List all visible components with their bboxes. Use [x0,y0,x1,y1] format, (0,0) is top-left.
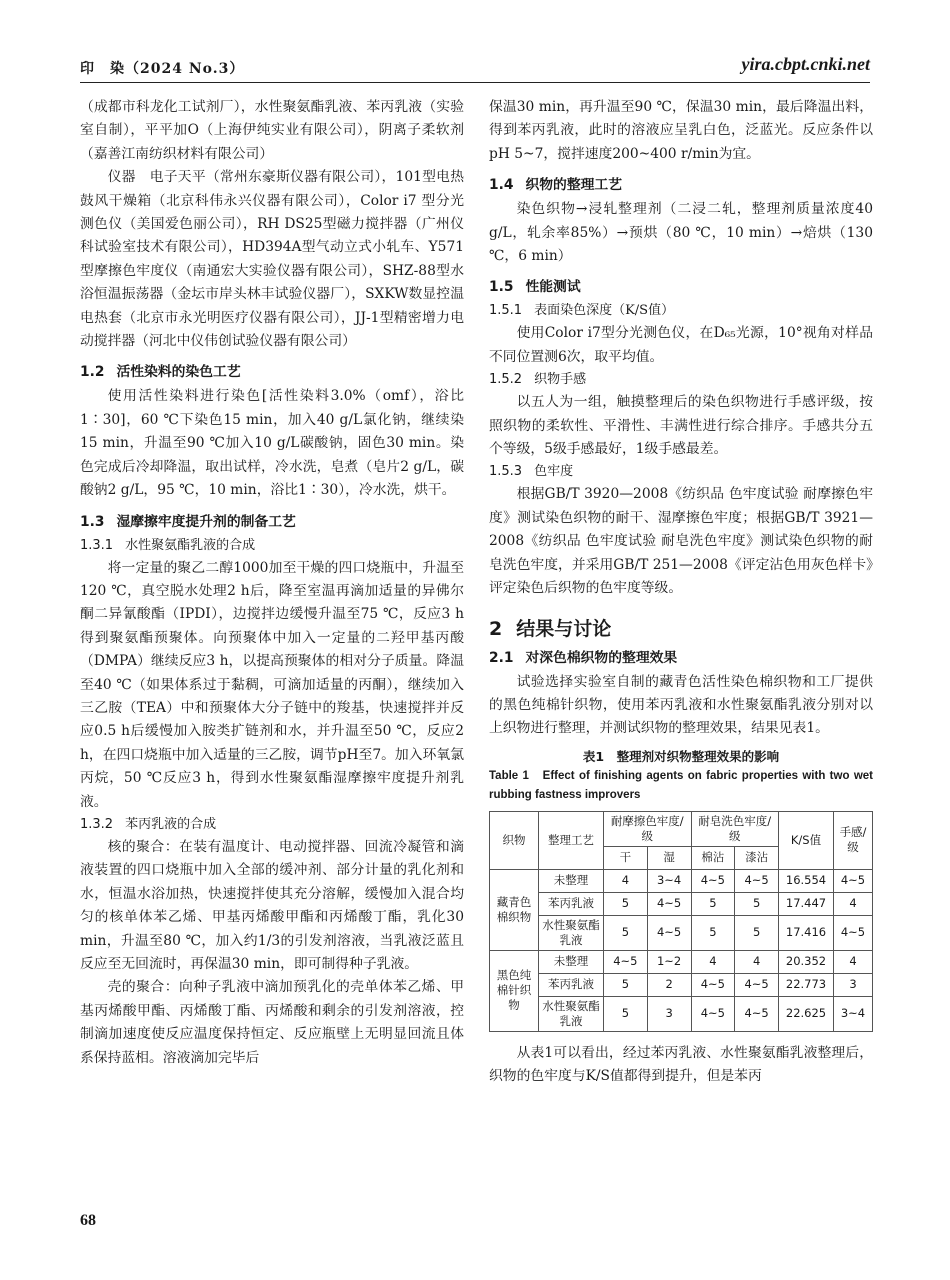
process-cell: 苯丙乳液 [539,892,604,915]
value-cell: 5 [604,973,648,996]
th-cotton: 棉沾 [691,846,735,869]
value-cell: 4~5 [691,869,735,892]
journal-header: 印 染（2024 No.3） [80,61,245,77]
process-cell: 未整理 [539,950,604,973]
paragraph: 根据GB/T 3920—2008《纺织品 色牢度试验 耐摩擦色牢度》测试染色织物的耐干、湿摩擦色牢度；根据GB/T 3921—2008《纺织品 色牢度试验 耐皂洗色牢度》测试染色织物的耐皂洗色牢度，并采用GB/T 251—2008《评定沾色用灰色样卡》评定染色后织物的色牢度等级。 [489,486,873,597]
left-column [80,96,464,1070]
subsection-heading: 1.3.2 苯丙乳液的合成 [80,816,217,832]
value-cell: 4~5 [604,950,648,973]
paragraph: 保温30 min，再升温至90 ℃，保温30 min，最后降温出料，得到苯丙乳液，此时的溶液应呈乳白色，泛蓝光。反应条件以pH 5~7，搅拌速度200~400 r/min为宜。 [489,99,873,162]
value-cell: 5 [691,892,735,915]
value-cell: 5 [691,915,735,950]
value-cell: 1~2 [647,950,691,973]
value-cell: 4~5 [691,973,735,996]
paragraph: 壳的聚合：向种子乳液中滴加预乳化的壳单体苯乙烯、甲基丙烯酸甲酯、丙烯酸丁酯、丙烯酸和剩余的引发剂溶液，控制滴加速度使反应温度保持恒定、反应瓶壁上无明显回流且体系保持蓝相。溶液滴加完毕后 [80,979,464,1066]
value-cell: 4~5 [691,996,735,1031]
table-caption-cn: 表1 整理剂对织物整理效果的影响 [582,748,780,764]
section-heading: 2.1 对深色棉织物的整理效果 [489,649,678,666]
subsection-heading: 1.5.1 表面染色深度（K/S值） [489,303,675,319]
th-process: 整理工艺 [539,811,604,869]
section-heading: 1.3 湿摩擦牢度提升剂的制备工艺 [80,513,296,530]
value-cell: 3~4 [834,996,873,1031]
table-row [490,973,873,996]
journal-site[interactable]: yira.cbpt.cnki.net [741,54,870,74]
value-cell: 5 [604,915,648,950]
th-rub: 耐摩擦色牢度/级 [604,811,692,846]
value-cell: 5 [604,892,648,915]
value-cell: 22.773 [779,973,834,996]
paragraph: 以五人为一组，触摸整理后的染色织物进行手感评级，按照织物的柔软性、平滑性、丰满性进行综合排序。手感共分五个等级，5级手感最好，1级手感最差。 [489,394,873,458]
paragraph: 将一定量的聚乙二醇1000加至干燥的四口烧瓶中，升温至120 ℃，真空脱水处理2 h后，降至室温再滴加适量的异佛尔酮二异氰酸酯（IPDI），边搅拌边缓慢升温至75 ℃，反应3 h得到聚氨酯预聚体。向预聚体中加入一定量的二羟甲基丙酸（DMPA）继续反应3 h，以提高预聚体的相对分子质量。降温至40 ℃（如果体系过于黏稠，可滴加适量的丙酮），继续加入三乙胺（TEA）中和预聚体大分子链中的羧基，快速搅拌并反应0.5 h后缓慢加入胺类扩链剂和水，并升温至50 ℃，反应2 h，在四口烧瓶中加入适量的三乙胺，调节pH至7。加入环氧氯丙烷，50 ℃反应3 h，得到水性聚氨酯湿摩擦牢度提升剂乳液。 [80,559,464,810]
value-cell: 5 [735,892,779,915]
value-cell: 4~5 [834,869,873,892]
value-cell: 17.416 [779,915,834,950]
subsection-heading: 1.3.1 水性聚氨酯乳液的合成 [80,537,256,553]
value-cell: 2 [647,973,691,996]
th-dry: 干 [604,846,648,869]
value-cell: 4~5 [647,892,691,915]
subsection-heading: 1.5.2 织物手感 [489,372,587,388]
value-cell: 4~5 [647,915,691,950]
value-cell: 4 [735,950,779,973]
value-cell: 4 [834,950,873,973]
table-row [490,892,873,915]
value-cell: 4 [691,950,735,973]
fabric-cell: 黑色纯棉针织物 [490,950,539,1031]
value-cell: 3 [647,996,691,1031]
header-rule [80,82,870,83]
paragraph: （成都市科龙化工试剂厂），水性聚氨酯乳液、苯丙乳液（实验室自制），平平加O（上海伊纯实业有限公司），阴离子柔软剂（嘉善江南纺织材料有限公司） [80,99,464,162]
value-cell: 3~4 [647,869,691,892]
paragraph: 使用活性染料进行染色[活性染料3.0%（omf），浴比1∶30]，60 ℃下染色15 min，加入40 g/L氯化钠，继续染15 min，升温至90 ℃加入10 g/L碳酸钠，固色30 min。染色完成后冷却降温，取出试样，冷水洗，皂煮（皂片2 g/L，碳酸钠2 g/L，95 ℃，10 min，浴比1∶30），冷水洗，烘干。 [80,388,464,499]
paragraph: 核的聚合：在装有温度计、电动搅拌器、回流冷凝管和滴液装置的四口烧瓶中加入全部的缓冲剂、部分计量的乳化剂和水，恒温水浴加热，快速搅拌使其充分溶解，缓慢加入混合均匀的核单体苯乙烯、甲基丙烯酸甲酯和丙烯酸丁酯，乳化30 min，升温至80 ℃，加入约1/3的引发剂溶液，当乳液泛蓝且反应至无回流时，再保温30 min，即可制得种子乳液。 [80,838,464,972]
paragraph: 从表1可以看出，经过苯丙乳液、水性聚氨酯乳液整理后，织物的色牢度与K/S值都得到提升，但是苯丙 [489,1044,873,1085]
section-heading: 1.4 织物的整理工艺 [489,177,623,194]
value-cell: 20.352 [779,950,834,973]
table-row [490,915,873,950]
value-cell: 3 [834,973,873,996]
value-cell: 4~5 [735,996,779,1031]
right-column [489,96,873,1089]
fabric-cell: 藏青色棉织物 [490,869,539,950]
table-row [490,996,873,1031]
value-cell: 16.554 [779,869,834,892]
th-ks: K/S值 [779,811,834,869]
table-row [490,950,873,973]
chapter-heading: 2 结果与讨论 [489,617,612,640]
paragraph: 使用Color i7型分光测色仪，在D₆₅光源，10°视角对样品不同位置测6次，取平均值。 [489,325,873,365]
value-cell: 5 [735,915,779,950]
paragraph: 染色织物→浸轧整理剂（二浸二轧，整理剂质量浓度40 g/L，轧余率85%）→预烘（80 ℃，10 min）→焙烘（130 ℃，6 min） [489,201,873,265]
value-cell: 4 [834,892,873,915]
th-fade: 漆沾 [735,846,779,869]
th-wet: 湿 [647,846,691,869]
table-row [490,869,873,892]
process-cell: 苯丙乳液 [539,973,604,996]
table-caption-en: Table 1 Effect of finishing agents on fabric properties with two wet rubbing fastness improvers [489,769,873,801]
value-cell: 4~5 [834,915,873,950]
process-cell: 水性聚氨酯乳液 [539,915,604,950]
page-number: 68 [80,1212,96,1229]
th-wash: 耐皂洗色牢度/级 [691,811,779,846]
paragraph: 试验选择实验室自制的藏青色活性染色棉织物和工厂提供的黑色纯棉针织物，使用苯丙乳液和水性聚氨酯乳液分别对以上织物进行整理，并测试织物的整理效果，结果见表1。 [489,673,873,737]
th-hand: 手感/级 [834,811,873,869]
value-cell: 4~5 [735,973,779,996]
results-table [489,811,873,1032]
value-cell: 17.447 [779,892,834,915]
section-heading: 1.2 活性染料的染色工艺 [80,364,241,381]
value-cell: 4~5 [735,869,779,892]
paragraph: 仪器 电子天平（常州东豪斯仪器有限公司），101型电热鼓风干燥箱（北京科伟永兴仪器有限公司），Color i7 型分光测色仪（美国爱色丽公司），RH DS25型磁力搅拌器（广州仪科试验室技术有限公司），HD394A型气动立式小轧车、Y571型摩擦色牢度仪（南通宏大实验仪器有限公司），SHZ-88型水浴恒温振荡器（金坛市岸头林丰试验仪器厂），SXKW数显控温电热套（北京市永光明医疗仪器有限公司），JJ-1型精密增力电动搅拌器（河北中仪伟创试验仪器有限公司） [80,169,464,350]
value-cell: 4 [604,869,648,892]
process-cell: 未整理 [539,869,604,892]
th-fabric: 织物 [490,811,539,869]
process-cell: 水性聚氨酯乳液 [539,996,604,1031]
subsection-heading: 1.5.3 色牢度 [489,464,574,480]
section-heading: 1.5 性能测试 [489,279,581,296]
value-cell: 22.625 [779,996,834,1031]
value-cell: 5 [604,996,648,1031]
